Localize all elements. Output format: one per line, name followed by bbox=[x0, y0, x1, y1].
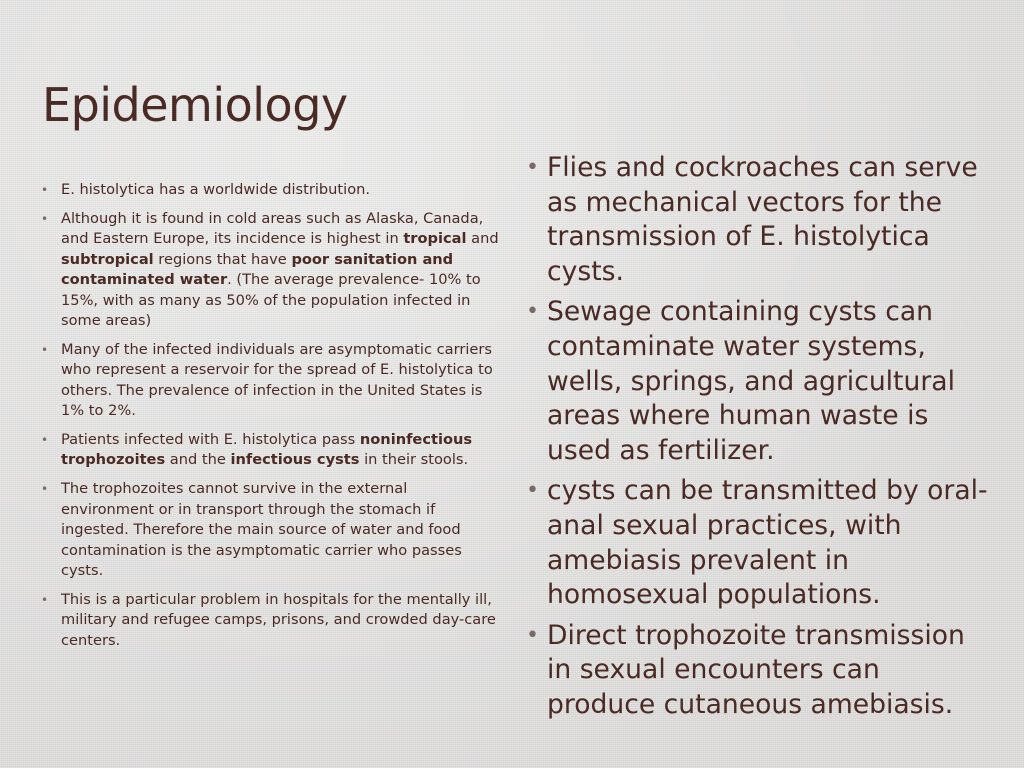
left-bullet-item bbox=[40, 479, 500, 581]
bullet-dot-icon: • bbox=[41, 482, 49, 497]
bullet-dot-icon: • bbox=[41, 432, 49, 447]
text-segment: and the bbox=[165, 451, 231, 469]
bullet-dot-icon: • bbox=[526, 155, 539, 180]
text-segment: E. histolytica has a worldwide distribution. bbox=[61, 181, 371, 198]
left-column bbox=[40, 180, 500, 660]
text-segment: Patients infected with E. histolytica pass bbox=[61, 430, 360, 448]
left-bullet-list bbox=[40, 180, 500, 651]
right-column bbox=[526, 151, 996, 729]
bullet-dot-icon: • bbox=[41, 183, 49, 197]
bullet-text: Direct trophozoite transmission in sexual encounters can produce cutaneous amebiasis. bbox=[547, 619, 965, 720]
right-bullet-item bbox=[526, 474, 996, 612]
left-bullet-item bbox=[40, 590, 500, 651]
right-bullet-item bbox=[526, 151, 996, 289]
text-segment: Many of the infected individuals are asymptomatic carriers who represent a reservoir for the spread of E. histolytica to others. The prevalence of infection in the United States is 1% to 2%. bbox=[61, 340, 493, 420]
slide-title: Epidemiology bbox=[42, 78, 348, 132]
text-segment: . (The average prevalence- 10% to 15%, with as many as 50% of the population infected in some areas) bbox=[61, 271, 481, 329]
text-segment: in their stools. bbox=[359, 451, 469, 469]
bold-text-segment: tropical bbox=[403, 230, 467, 248]
bold-text-segment: infectious cysts bbox=[230, 451, 360, 469]
text-segment: regions that have bbox=[153, 250, 292, 268]
text-segment: This is a particular problem in hospitals for the mentally ill, military and refugee camps, prisons, and crowded day-care centers. bbox=[61, 590, 496, 649]
bullet-dot-icon: • bbox=[526, 299, 539, 325]
left-bullet-item bbox=[40, 430, 500, 471]
left-bullet-item bbox=[40, 180, 500, 200]
bullet-text: Sewage containing cysts can contaminate water systems, wells, springs, and agricultural areas where human waste is used as fertilizer. bbox=[547, 296, 955, 466]
bullet-dot-icon: • bbox=[41, 592, 49, 607]
bullet-dot-icon: • bbox=[41, 342, 49, 357]
bold-text-segment: noninfectious trophozoites bbox=[61, 430, 473, 469]
bullet-dot-icon: • bbox=[41, 211, 49, 226]
right-bullet-item bbox=[526, 619, 996, 723]
left-bullet-item bbox=[40, 209, 500, 331]
right-bullet-item bbox=[526, 295, 996, 468]
bullet-dot-icon: • bbox=[526, 622, 539, 648]
bold-text-segment: subtropical bbox=[61, 250, 154, 268]
text-segment: Although it is found in cold areas such as Alaska, Canada, and Eastern Europe, its incidence is highest in bbox=[61, 209, 484, 248]
text-segment: and bbox=[466, 230, 499, 248]
bold-text-segment: poor sanitation and contaminated water bbox=[61, 250, 454, 289]
bullet-text: Flies and cockroaches can serve as mechanical vectors for the transmission of E. histolytica cysts. bbox=[547, 152, 978, 287]
text-segment: The trophozoites cannot survive in the external environment or in transport through the stomach if ingested. Therefore the main source of water and food contamination is the asymptomatic carrier who passes cysts. bbox=[61, 480, 462, 579]
bullet-text: cysts can be transmitted by oral-anal sexual practices, with amebiasis prevalent in homosexual populations. bbox=[547, 475, 988, 611]
right-bullet-list bbox=[526, 151, 996, 723]
left-bullet-item bbox=[40, 340, 500, 422]
bullet-dot-icon: • bbox=[526, 478, 539, 504]
